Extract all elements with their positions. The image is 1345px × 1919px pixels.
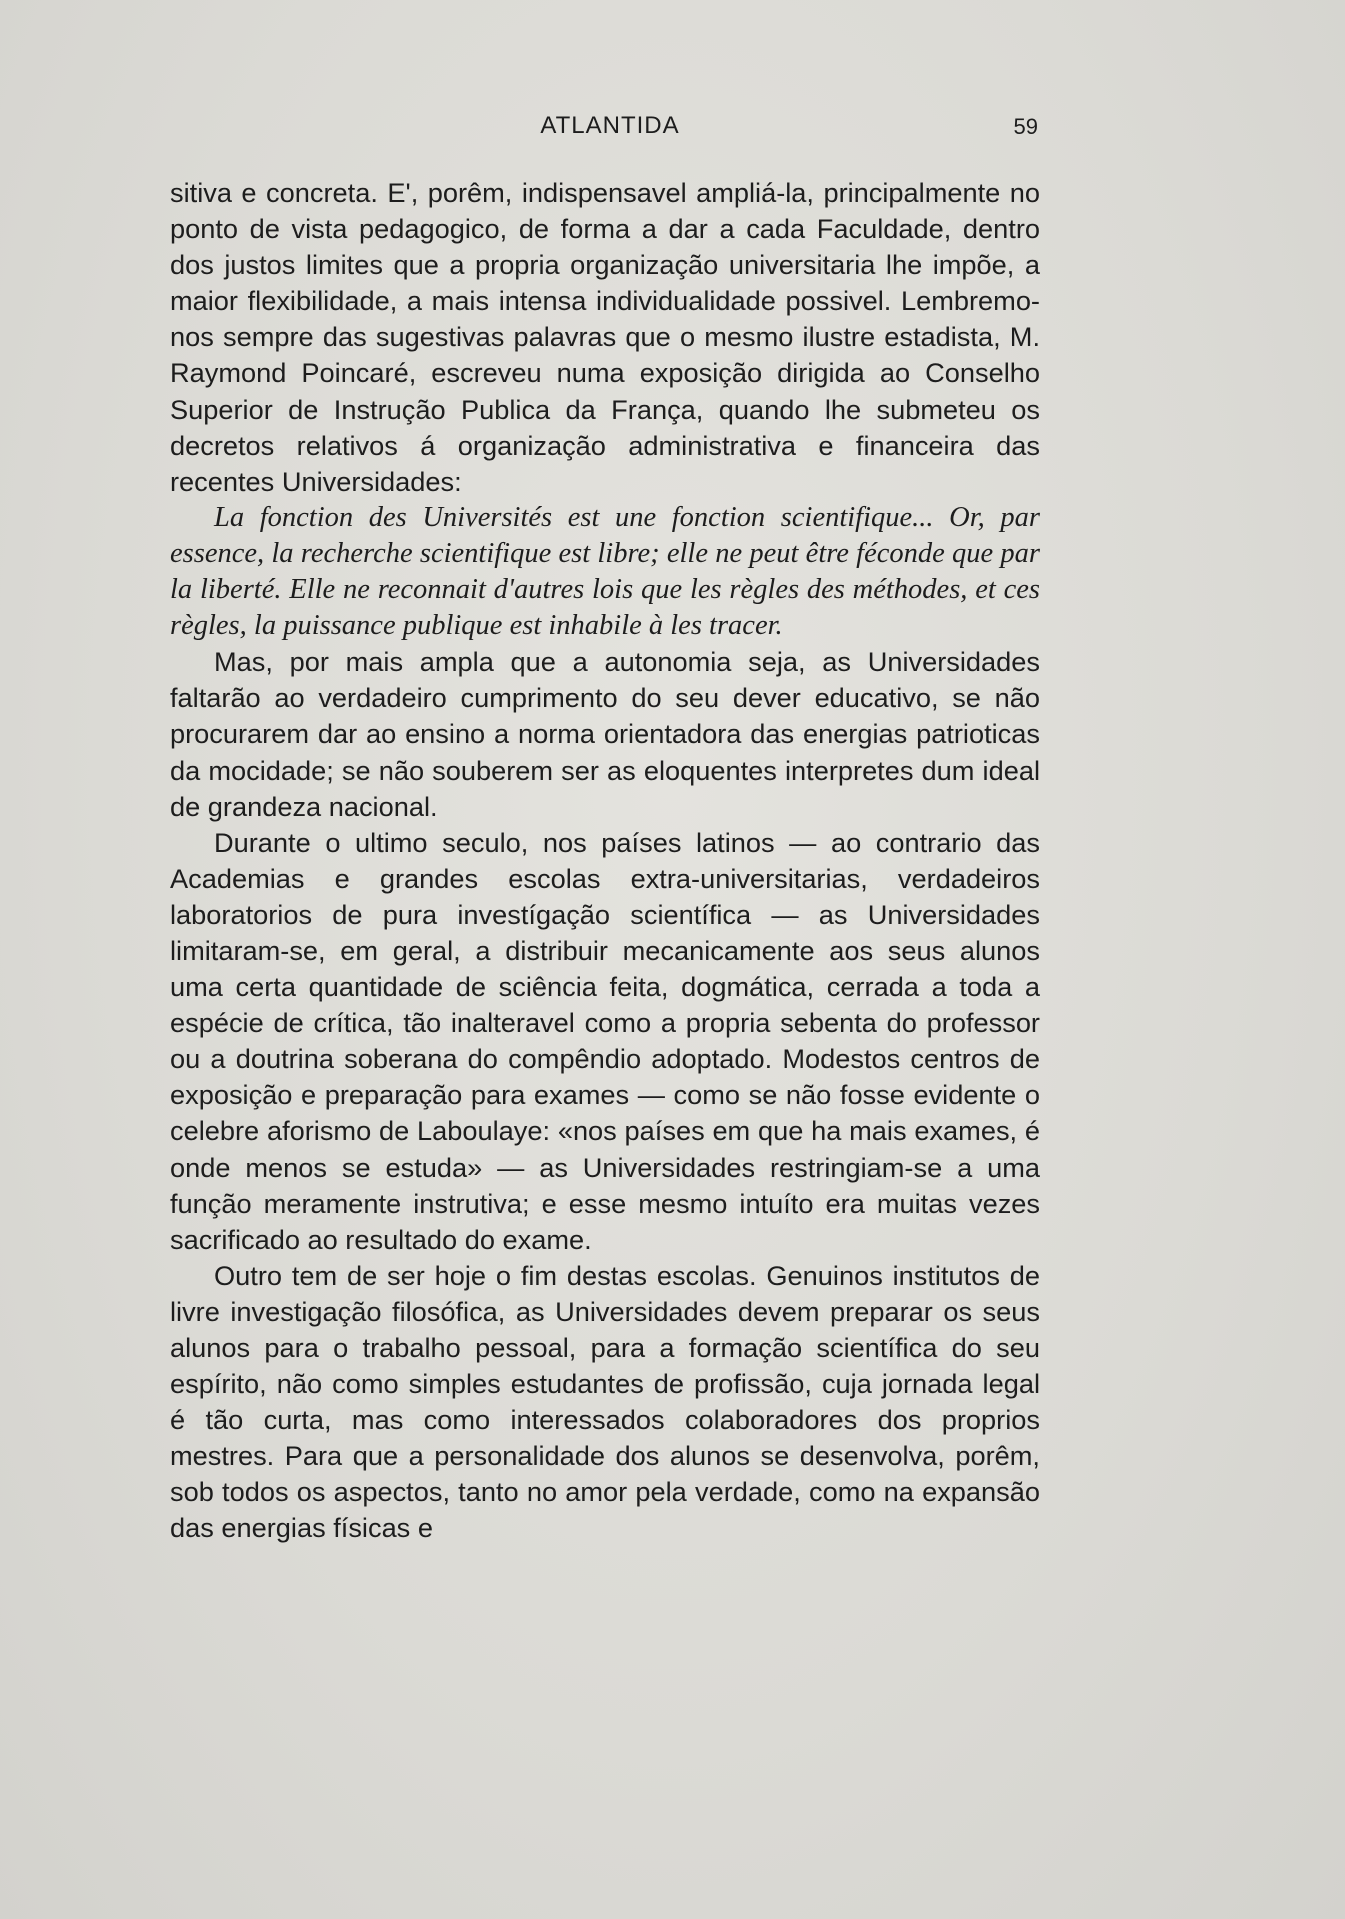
body-text (170, 175, 1040, 1547)
paragraph-3: Durante o ultimo seculo, nos países latinos — ao contrario das Academias e grandes escolas extra-universitarias, verdadeiros laboratorios de pura investígação scientífica — as Universidades limitaram-se, em geral, a distribuir mecanicamente aos seus alunos uma certa quantidade de sciência feita, dogmática, cerrada a toda a espécie de crítica, tão inalteravel como a propria sebenta do professor ou a doutrina soberana do compêndio adoptado. Modestos centros de exposição e preparação para exames — como se não fosse evidente o celebre aforismo de Laboulaye: «nos países em que ha mais exames, é onde menos se estuda» — as Universidades restringiam-se a uma função meramente instrutiva; e esse mesmo intuíto era muitas vezes sacrificado ao resultado do exame. (170, 826, 1040, 1255)
paragraph-1: sitiva e concreta. E', porêm, indispensavel ampliá-la, principalmente no ponto de vista pedagogico, de forma a dar a cada Faculdade, dentro dos justos limites que a propria organização universitaria lhe impõe, a maior flexibilidade, a mais intensa individualidade possivel. Lembremo-nos sempre das sugestivas palavras que o mesmo ilustre estadista, M. Raymond Poincaré, escreveu numa exposição dirigida ao Conselho Superior de Instrução Publica da França, quando lhe submeteu os decretos relativos á organização administrativa e financeira das recentes Universidades: (170, 177, 1040, 497)
page-header (170, 108, 1050, 148)
paragraph-4: Outro tem de ser hoje o fim destas escolas. Genuinos institutos de livre investigação filosófica, as Universidades devem preparar os seus alunos para o trabalho pessoal, para a formação scientífica do seu espírito, não como simples estudantes de profissão, cuja jornada legal é tão curta, mas como interessados colaboradores dos proprios mestres. Para que a personalidade dos alunos se desenvolva, porêm, sob todos os aspectos, tanto no amor pela verdade, como na expansão das energias físicas e (170, 1259, 1040, 1544)
page-number: 59 (1013, 114, 1038, 139)
running-title: ATLANTIDA (540, 112, 680, 139)
french-quote: La fonction des Universités est une fonction scientifique... Or, par essence, la recherche scientifique est libre; elle ne peut être féconde que par la liberté. Elle ne reconnait d'autres lois que les règles des méthodes, et ces règles, la puissance publique est inhabile à les tracer. (170, 501, 1040, 642)
paragraph-2: Mas, por mais ampla que a autonomia seja, as Universidades faltarão ao verdadeiro cumprimento do seu dever educativo, se não procurarem dar ao ensino a norma orientadora das energias patrioticas da mocidade; se não souberem ser as eloquentes interpretes dum ideal de grandeza nacional. (170, 646, 1040, 822)
